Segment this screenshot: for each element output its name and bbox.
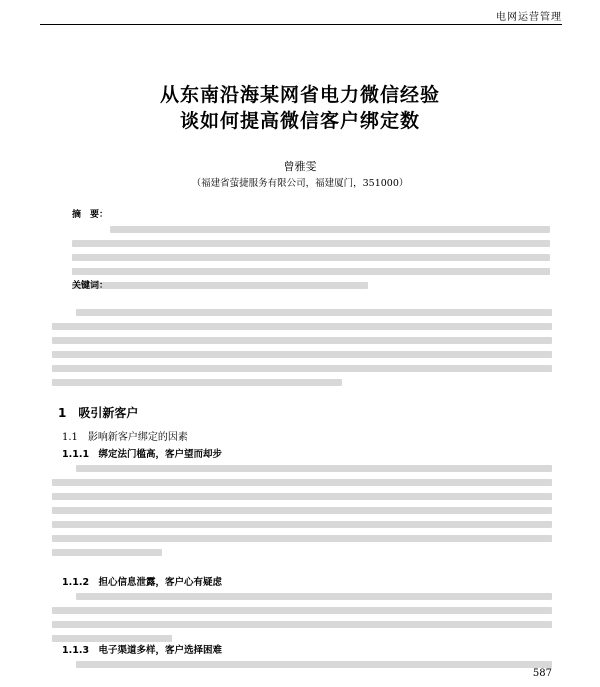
keywords-label: 关键词： bbox=[72, 281, 109, 291]
abstract-text-placeholder bbox=[72, 240, 550, 247]
body-text-placeholder bbox=[52, 507, 552, 514]
body-text-placeholder bbox=[76, 465, 552, 472]
header-rule bbox=[40, 24, 562, 25]
keywords-line bbox=[72, 278, 108, 291]
body-text-placeholder bbox=[52, 621, 552, 628]
paragraph-1-1-1 bbox=[52, 460, 552, 563]
subsubsection-heading-1-1-1: 1.1.1 绑定法门槛高，客户望而却步 bbox=[62, 449, 223, 460]
author-name: 曾雅雯 bbox=[283, 160, 317, 173]
section-heading-1: 1 吸引新客户 bbox=[58, 406, 139, 420]
title-line-2: 谈如何提高微信客户绑定数 bbox=[179, 110, 420, 132]
body-text-placeholder bbox=[52, 607, 552, 614]
body-text-placeholder bbox=[76, 661, 552, 668]
body-text-placeholder bbox=[76, 309, 552, 316]
subsubsection-heading-1-1-2: 1.1.2 担心信息泄露，客户心有疑虑 bbox=[62, 577, 223, 588]
body-text-placeholder bbox=[76, 593, 552, 600]
body-text-placeholder bbox=[52, 379, 342, 386]
body-text-placeholder bbox=[52, 337, 552, 344]
author-affiliation: （福建省萤捷服务有限公司，福建厦门，351000） bbox=[191, 178, 409, 189]
paragraph-1-1-3 bbox=[52, 656, 552, 675]
body-text-placeholder bbox=[52, 365, 552, 372]
article-title bbox=[0, 82, 600, 134]
body-text-placeholder bbox=[52, 323, 552, 330]
title-line-1: 从东南沿海某网省电力微信经验 bbox=[159, 84, 440, 106]
body-text-placeholder bbox=[52, 549, 162, 556]
body-text-placeholder bbox=[52, 351, 552, 358]
subsubsection-heading-1-1-3: 1.1.3 电子渠道多样，客户选择困难 bbox=[62, 645, 223, 656]
page-number: 587 bbox=[532, 668, 552, 679]
abstract-text-placeholder bbox=[110, 226, 550, 233]
intro-paragraph bbox=[52, 304, 552, 393]
body-text-placeholder bbox=[52, 493, 552, 500]
abstract-label: 摘 要： bbox=[72, 210, 109, 220]
running-head: 电网运营管理 bbox=[496, 12, 562, 23]
subsection-heading-1-1: 1.1 影响新客户绑定的因素 bbox=[62, 432, 188, 443]
abstract-text-placeholder bbox=[72, 282, 368, 289]
abstract-text-placeholder bbox=[72, 254, 550, 261]
body-text-placeholder bbox=[52, 535, 552, 542]
abstract-text-placeholder bbox=[72, 268, 550, 275]
body-text-placeholder bbox=[52, 635, 172, 642]
paragraph-1-1-2 bbox=[52, 588, 552, 649]
abstract bbox=[72, 208, 550, 296]
body-text-placeholder bbox=[52, 521, 552, 528]
body-text-placeholder bbox=[52, 479, 552, 486]
